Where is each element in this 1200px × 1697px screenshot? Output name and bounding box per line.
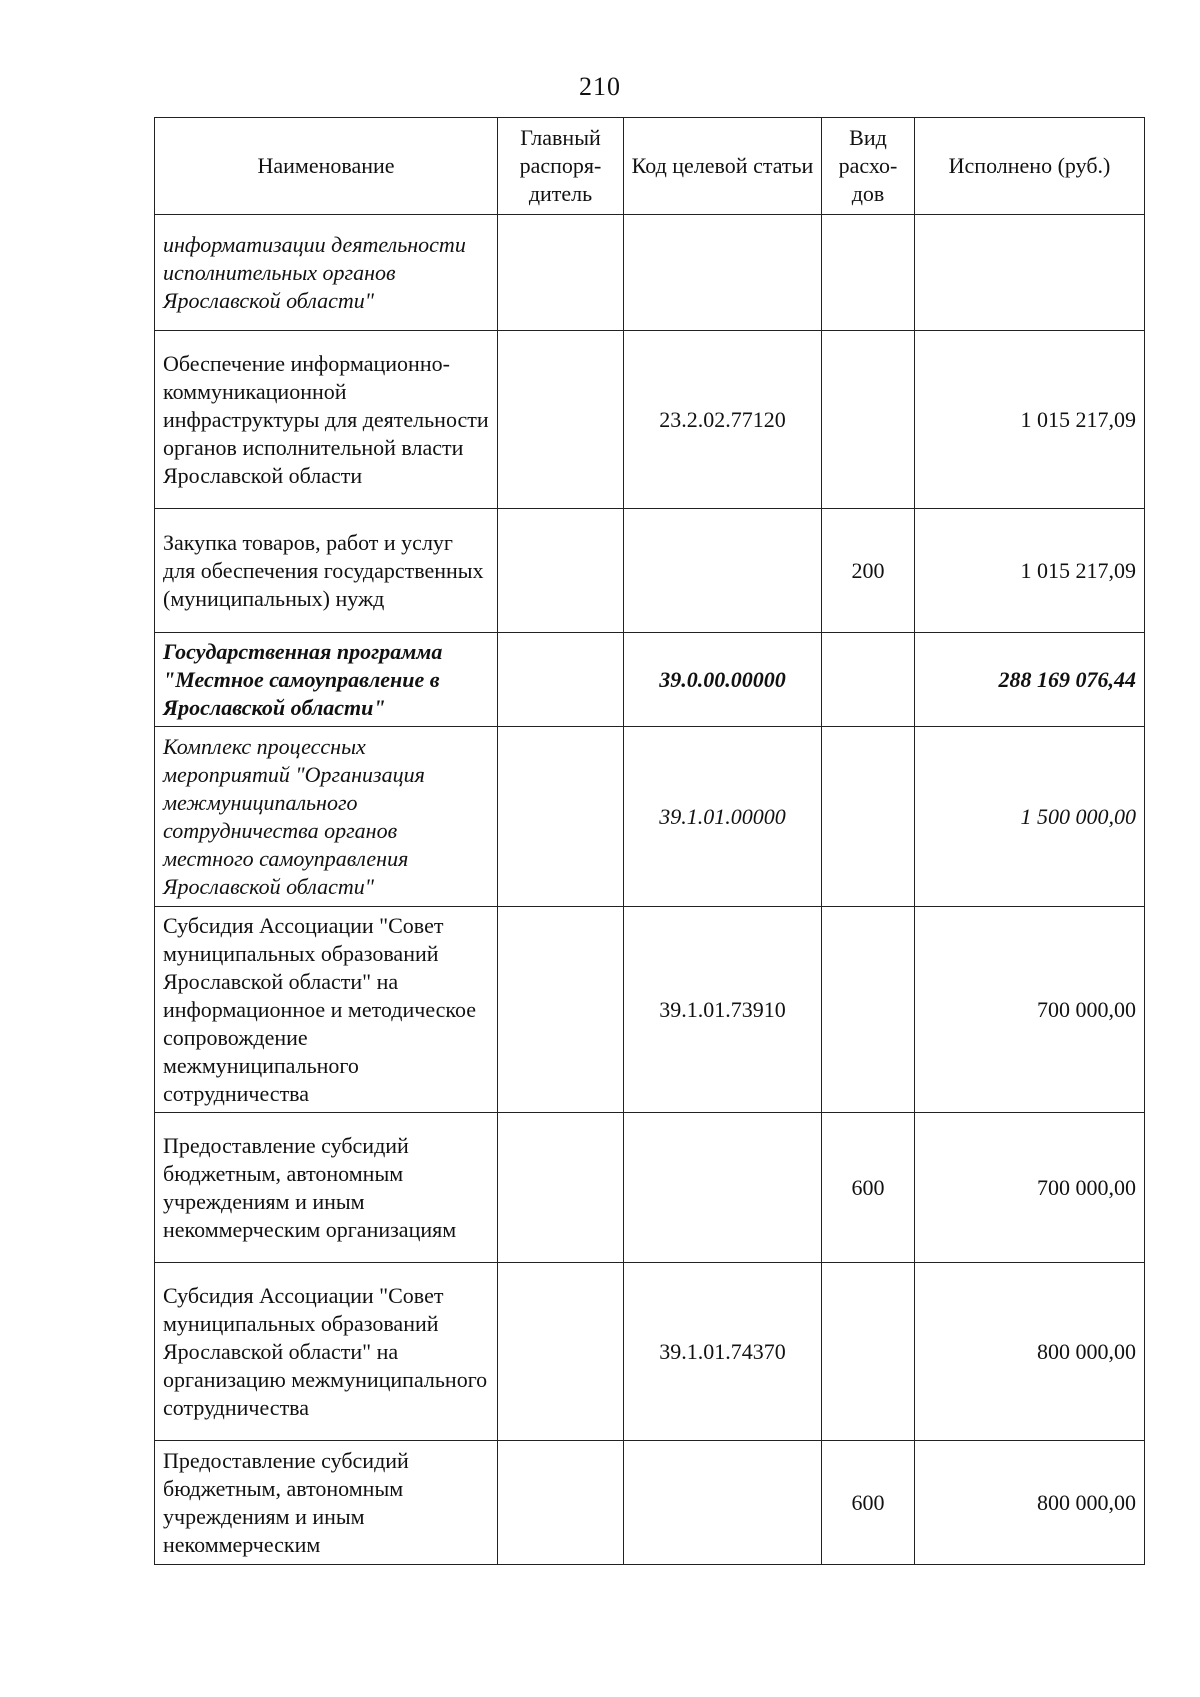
header-code: Код целевой статьи <box>624 118 822 215</box>
row-admin <box>498 1441 624 1565</box>
row-admin <box>498 907 624 1113</box>
row-amount: 288 169 076,44 <box>915 633 1145 727</box>
table-header-row <box>155 118 1145 215</box>
row-vid <box>822 907 915 1113</box>
row-name: Комплекс процессных мероприятий "Организация межмуниципального сотрудничества органов местного самоуправления Ярославской области" <box>155 727 498 907</box>
row-code <box>624 1441 822 1565</box>
row-vid <box>822 727 915 907</box>
row-admin <box>498 331 624 509</box>
row-code: 39.1.01.73910 <box>624 907 822 1113</box>
table-row <box>155 1441 1145 1565</box>
row-code <box>624 215 822 331</box>
header-admin: Главный распоря-дитель <box>498 118 624 215</box>
row-code: 23.2.02.77120 <box>624 331 822 509</box>
table-row <box>155 907 1145 1113</box>
row-code: 39.1.01.74370 <box>624 1263 822 1441</box>
table-row <box>155 633 1145 727</box>
table-row <box>155 727 1145 907</box>
table-row <box>155 1113 1145 1263</box>
row-amount: 1 500 000,00 <box>915 727 1145 907</box>
row-name: Закупка товаров, работ и услуг для обеспечения государственных (муниципальных) нужд <box>155 509 498 633</box>
table-row <box>155 1263 1145 1441</box>
row-code: 39.1.01.00000 <box>624 727 822 907</box>
table-row <box>155 509 1145 633</box>
budget-execution-table <box>154 117 1145 1565</box>
row-name: Государственная программа "Местное самоуправление в Ярославской области" <box>155 633 498 727</box>
row-vid <box>822 215 915 331</box>
row-vid <box>822 633 915 727</box>
row-admin <box>498 215 624 331</box>
row-code <box>624 509 822 633</box>
row-admin <box>498 1113 624 1263</box>
row-code: 39.0.00.00000 <box>624 633 822 727</box>
row-name: Субсидия Ассоциации "Совет муниципальных образований Ярославской области" на информационное и методическое сопровождение межмуниципального сотрудничества <box>155 907 498 1113</box>
row-vid <box>822 1263 915 1441</box>
row-vid: 600 <box>822 1441 915 1565</box>
row-amount <box>915 215 1145 331</box>
row-vid: 200 <box>822 509 915 633</box>
row-code <box>624 1113 822 1263</box>
row-amount: 700 000,00 <box>915 1113 1145 1263</box>
row-amount: 800 000,00 <box>915 1441 1145 1565</box>
row-vid <box>822 331 915 509</box>
row-name: информатизации деятельности исполнительных органов Ярославской области" <box>155 215 498 331</box>
row-amount: 700 000,00 <box>915 907 1145 1113</box>
row-admin <box>498 727 624 907</box>
row-name: Предоставление субсидий бюджетным, автономным учреждениям и иным некоммерческим <box>155 1441 498 1565</box>
row-amount: 800 000,00 <box>915 1263 1145 1441</box>
row-amount: 1 015 217,09 <box>915 331 1145 509</box>
header-amount: Исполнено (руб.) <box>915 118 1145 215</box>
page-number: 210 <box>579 72 621 101</box>
header-name: Наименование <box>155 118 498 215</box>
table-row <box>155 331 1145 509</box>
row-amount: 1 015 217,09 <box>915 509 1145 633</box>
row-name: Субсидия Ассоциации "Совет муниципальных образований Ярославской области" на организацию межмуниципального сотрудничества <box>155 1263 498 1441</box>
row-name: Обеспечение информационно-коммуникационной инфраструктуры для деятельности органов исполнительной власти Ярославской области <box>155 331 498 509</box>
row-vid: 600 <box>822 1113 915 1263</box>
header-vid: Вид расхо-дов <box>822 118 915 215</box>
row-admin <box>498 1263 624 1441</box>
table-row <box>155 215 1145 331</box>
row-name: Предоставление субсидий бюджетным, автономным учреждениям и иным некоммерческим организациям <box>155 1113 498 1263</box>
row-admin <box>498 633 624 727</box>
row-admin <box>498 509 624 633</box>
